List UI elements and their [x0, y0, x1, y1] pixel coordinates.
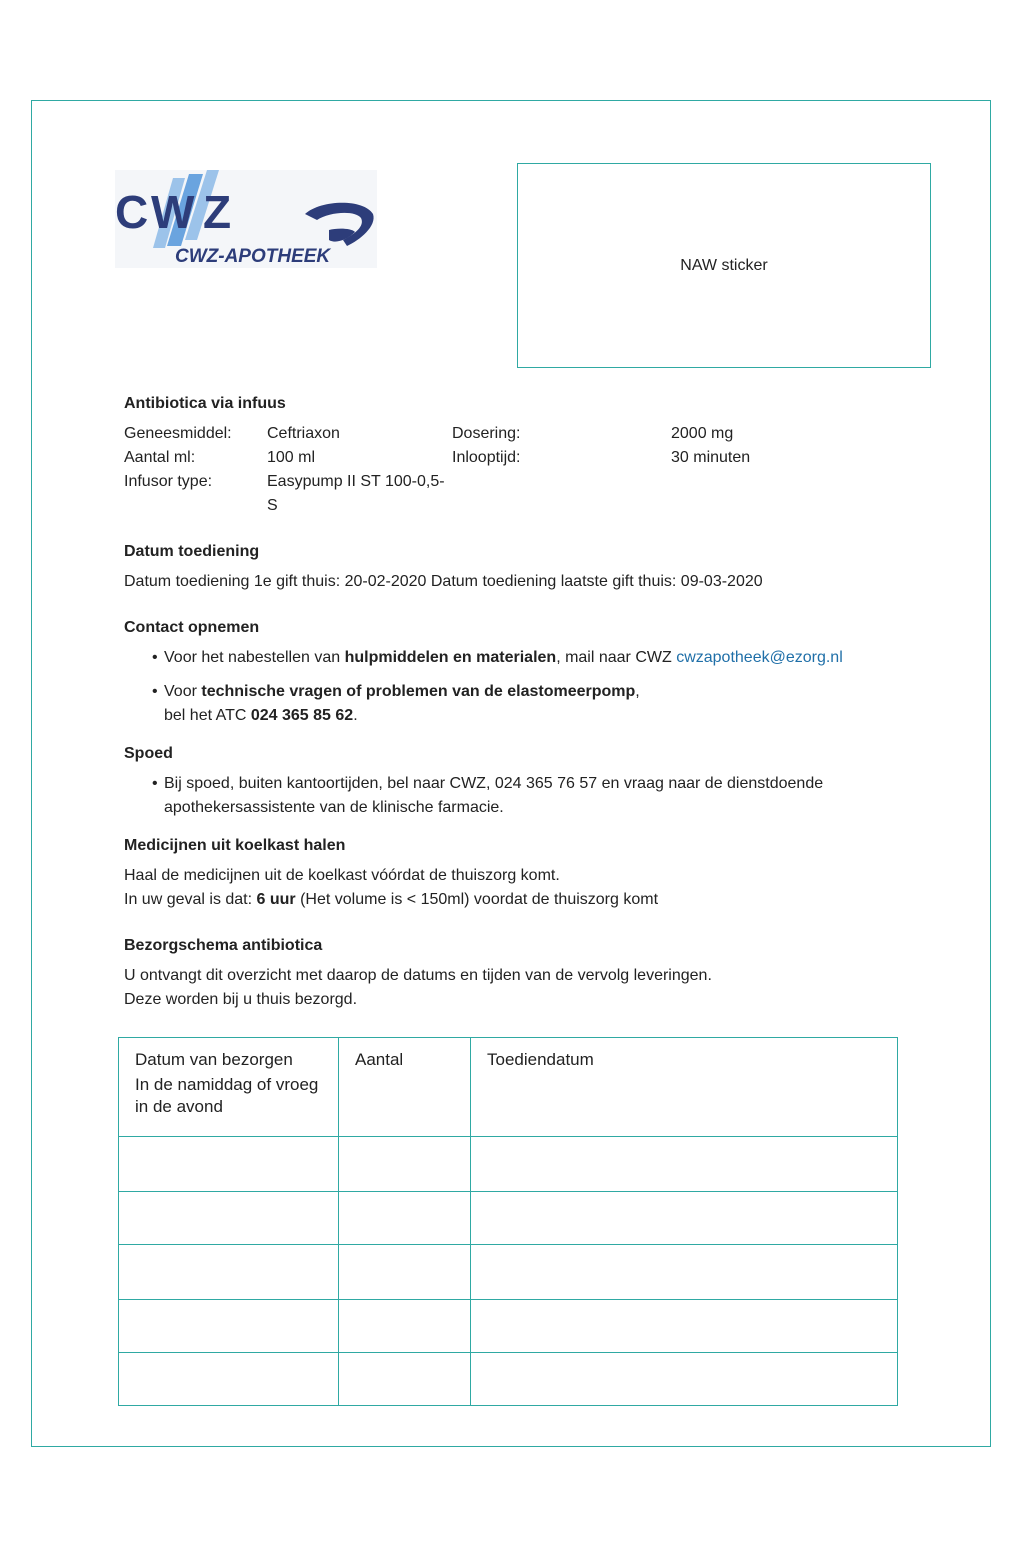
- spoed-section: [124, 742, 914, 820]
- svg-text:Z: Z: [203, 186, 232, 238]
- table-header-row: [119, 1038, 898, 1137]
- col-datum-label: Datum van bezorgen: [135, 1050, 293, 1069]
- table-cell[interactable]: [119, 1353, 339, 1406]
- col-datum-header: [119, 1038, 339, 1137]
- col-aantal-header: [339, 1038, 471, 1137]
- contact-item1-bold: hulpmiddelen en materialen: [344, 649, 557, 666]
- table-cell[interactable]: [119, 1245, 339, 1300]
- contact-item2-post: ,: [635, 683, 640, 700]
- cwz-apotheek-logo: [115, 170, 377, 268]
- koelkast-heading: Medicijnen uit koelkast halen: [124, 837, 346, 854]
- table-row: [119, 1137, 898, 1192]
- infuus-section: [124, 392, 914, 518]
- table-row: [119, 1300, 898, 1353]
- svg-text:C: C: [115, 186, 149, 238]
- label-inlooptijd: Inlooptijd:: [452, 449, 521, 466]
- naw-sticker-box: [517, 163, 931, 368]
- svg-text:W: W: [151, 186, 195, 238]
- atc-phone-number: 024 365 85 62: [250, 707, 354, 724]
- contact-item1-text: Voor het nabestellen van: [164, 649, 345, 666]
- value-dosering: 2000 mg: [671, 425, 734, 442]
- col-datum-sublabel: In de namiddag of vroeg in de avond: [135, 1075, 319, 1116]
- contact-item2-text: Voor: [164, 683, 202, 700]
- value-infusor-type: Easypump II ST 100-0,5-S: [267, 473, 445, 514]
- label-geneesmiddel: Geneesmiddel:: [124, 425, 232, 442]
- label-empty: [452, 470, 671, 518]
- col-toediendatum-label: Toediendatum: [487, 1050, 594, 1069]
- label-dosering: Dosering:: [452, 425, 521, 442]
- bezorg-section: [124, 934, 914, 1012]
- list-item: [142, 772, 914, 820]
- table-cell[interactable]: [119, 1192, 339, 1245]
- naw-sticker-label: NAW sticker: [680, 256, 768, 274]
- datum-heading: Datum toediening: [124, 543, 260, 560]
- table-cell[interactable]: [339, 1137, 471, 1192]
- table-row: [119, 1192, 898, 1245]
- contact-heading: Contact opnemen: [124, 619, 260, 636]
- contact-item2-line2: bel het ATC: [164, 707, 251, 724]
- spoed-list: [124, 772, 914, 820]
- spoed-line1: Bij spoed, buiten kantoortijden, bel naar CWZ, 024 365 76 57 en vraag naar de dienstdoende: [164, 775, 824, 792]
- list-item: [142, 680, 914, 728]
- contact-item1-mid: , mail naar CWZ: [556, 649, 677, 666]
- value-aantal-ml: 100 ml: [267, 449, 316, 466]
- koelkast-line2-post: (Het volume is < 150ml) voordat de thuiszorg komt: [295, 891, 659, 908]
- koelkast-section: [124, 834, 914, 912]
- value-inlooptijd: 30 minuten: [671, 449, 751, 466]
- table-cell[interactable]: [339, 1192, 471, 1245]
- bezorg-line1: U ontvangt dit overzicht met daarop de datums en tijden van de vervolg leveringen.: [124, 967, 712, 984]
- label-infusor-type: Infusor type:: [124, 473, 213, 490]
- koelkast-hours: 6 uur: [256, 891, 296, 908]
- table-cell[interactable]: [339, 1245, 471, 1300]
- document-body: [124, 392, 914, 1034]
- label-aantal-ml: Aantal ml:: [124, 449, 196, 466]
- koelkast-line2-pre: In uw geval is dat:: [124, 891, 257, 908]
- datum-text: Datum toediening 1e gift thuis: 20-02-2020 Datum toediening laatste gift thuis: 09-03-2020: [124, 573, 763, 590]
- spoed-heading: Spoed: [124, 745, 173, 762]
- table-cell[interactable]: [471, 1137, 898, 1192]
- contact-item2-bold: technische vragen of problemen van de elastomeerpomp: [201, 683, 636, 700]
- datum-section: [124, 540, 914, 594]
- bezorg-line2: Deze worden bij u thuis bezorgd.: [124, 991, 358, 1008]
- table-cell[interactable]: [119, 1137, 339, 1192]
- spoed-line2: apothekersassistente van de klinische farmacie.: [164, 799, 504, 816]
- value-geneesmiddel: Ceftriaxon: [267, 425, 340, 442]
- col-toediendatum-header: [471, 1038, 898, 1137]
- list-item: [142, 646, 914, 670]
- table-cell[interactable]: [471, 1300, 898, 1353]
- col-aantal-label: Aantal: [355, 1050, 404, 1069]
- infuus-grid: [124, 422, 914, 518]
- infuus-heading: Antibiotica via infuus: [124, 395, 286, 412]
- contact-item2-line2-post: .: [353, 707, 358, 724]
- table-cell[interactable]: [471, 1245, 898, 1300]
- svg-text:CWZ-APOTHEEK: CWZ-APOTHEEK: [175, 246, 331, 267]
- table-cell[interactable]: [339, 1353, 471, 1406]
- contact-section: [124, 616, 914, 728]
- contact-list: [124, 646, 914, 728]
- table-cell[interactable]: [339, 1300, 471, 1353]
- table-row: [119, 1353, 898, 1406]
- email-link[interactable]: cwzapotheek@ezorg.nl: [676, 649, 843, 666]
- table-cell[interactable]: [471, 1192, 898, 1245]
- table-cell[interactable]: [119, 1300, 339, 1353]
- value-empty: [671, 470, 811, 518]
- koelkast-line2: [124, 888, 914, 912]
- bezorg-heading: Bezorgschema antibiotica: [124, 937, 323, 954]
- bezorgschema-table: [118, 1037, 898, 1406]
- table-cell[interactable]: [471, 1353, 898, 1406]
- koelkast-line1: Haal de medicijnen uit de koelkast vóórdat de thuiszorg komt.: [124, 867, 560, 884]
- table-row: [119, 1245, 898, 1300]
